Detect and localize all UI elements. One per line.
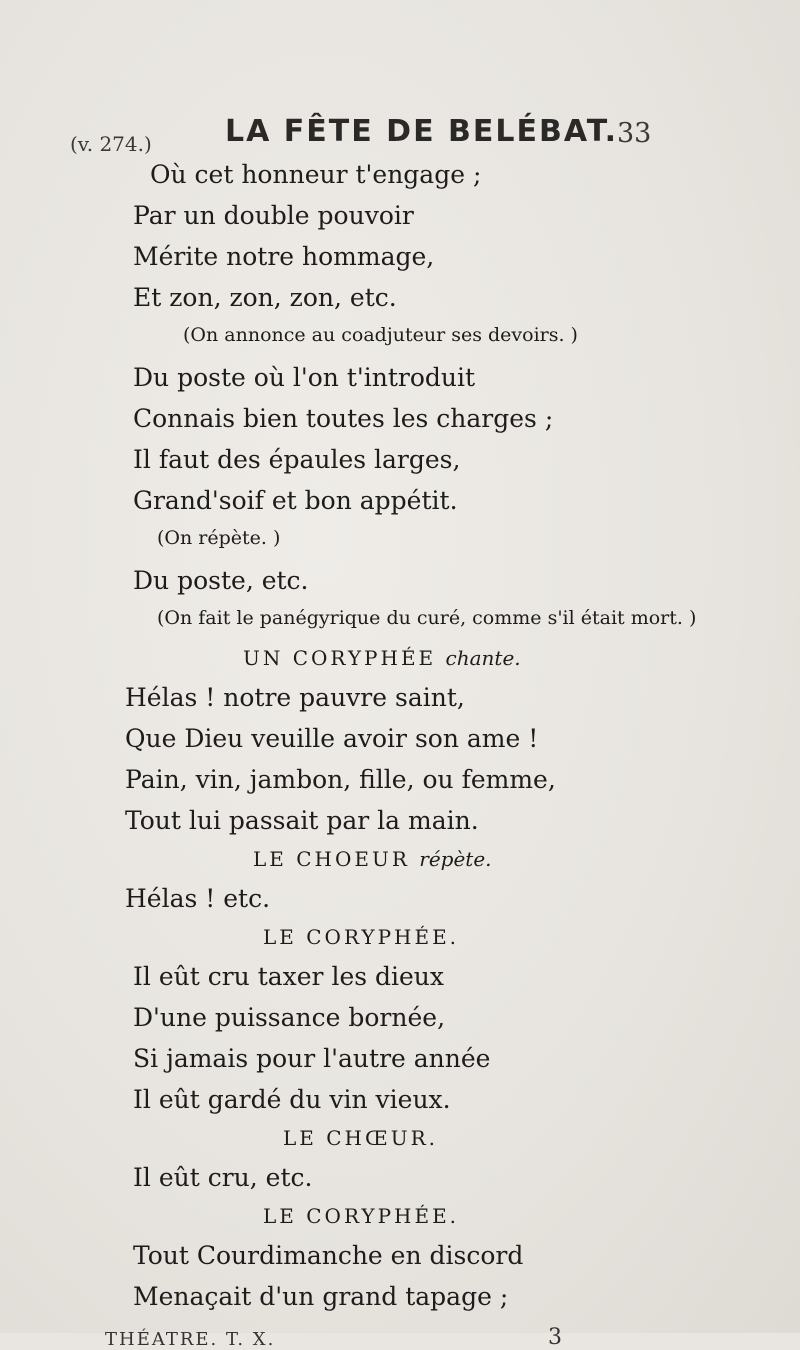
verse-line: Il eût cru taxer les dieux xyxy=(133,962,445,991)
speaker-action: chante. xyxy=(445,646,521,670)
verse-line: Du poste, etc. xyxy=(133,566,309,595)
speaker-heading xyxy=(253,847,492,871)
verse-line: Du poste où l'on t'introduit xyxy=(133,363,476,392)
speaker-name: LE CHŒUR. xyxy=(283,1126,438,1150)
verse-line: Il eût gardé du vin vieux. xyxy=(133,1085,451,1114)
stage-direction: (On annonce au coadjuteur ses devoirs. ) xyxy=(183,324,578,346)
verse-line: Il eût cru, etc. xyxy=(133,1163,313,1192)
verse-line: Mérite notre hommage, xyxy=(133,242,435,271)
verse-line: Où cet honneur t'engage ; xyxy=(150,160,482,189)
verse-reference: (v. 274.) xyxy=(70,132,152,156)
verse-line: Que Dieu veuille avoir son ame ! xyxy=(125,724,539,753)
speaker-heading xyxy=(283,1126,438,1150)
verse-line: Menaçait d'un grand tapage ; xyxy=(133,1282,509,1311)
verse-line: D'une puissance bornée, xyxy=(133,1003,446,1032)
verse-line: Si jamais pour l'autre année xyxy=(133,1044,491,1073)
speaker-name: LE CHOEUR xyxy=(253,847,410,871)
verse-line: Par un double pouvoir xyxy=(133,201,414,230)
speaker-name: UN CORYPHÉE xyxy=(243,646,437,670)
verse-line: Hélas ! notre pauvre saint, xyxy=(125,683,465,712)
verse-line: Connais bien toutes les charges ; xyxy=(133,404,554,433)
speaker-name: LE CORYPHÉE. xyxy=(263,925,460,949)
stage-direction: (On fait le panégyrique du curé, comme s'il était mort. ) xyxy=(157,607,697,629)
stage-direction: (On répète. ) xyxy=(157,527,281,549)
speaker-heading xyxy=(263,925,459,949)
gathering-mark: 3 xyxy=(548,1325,562,1350)
speaker-action: répète. xyxy=(419,847,492,871)
page-number: 33 xyxy=(617,118,652,149)
verse-line: Et zon, zon, zon, etc. xyxy=(133,283,397,312)
verse-line: Pain, vin, jambon, fille, ou femme, xyxy=(125,765,556,794)
speaker-name: LE CORYPHÉE. xyxy=(263,1204,460,1228)
verse-line: Grand'soif et bon appétit. xyxy=(133,486,458,515)
signature-mark: THÉATRE. T. X. xyxy=(105,1329,276,1350)
speaker-heading xyxy=(243,646,521,670)
speaker-heading xyxy=(263,1204,459,1228)
verse-line: Tout Courdimanche en discord xyxy=(133,1241,524,1270)
verse-line: Hélas ! etc. xyxy=(125,884,271,913)
verse-line: Il faut des épaules larges, xyxy=(133,445,461,474)
verse-line: Tout lui passait par la main. xyxy=(125,806,479,835)
running-title: LA FÊTE DE BELÉBAT. xyxy=(225,114,619,149)
